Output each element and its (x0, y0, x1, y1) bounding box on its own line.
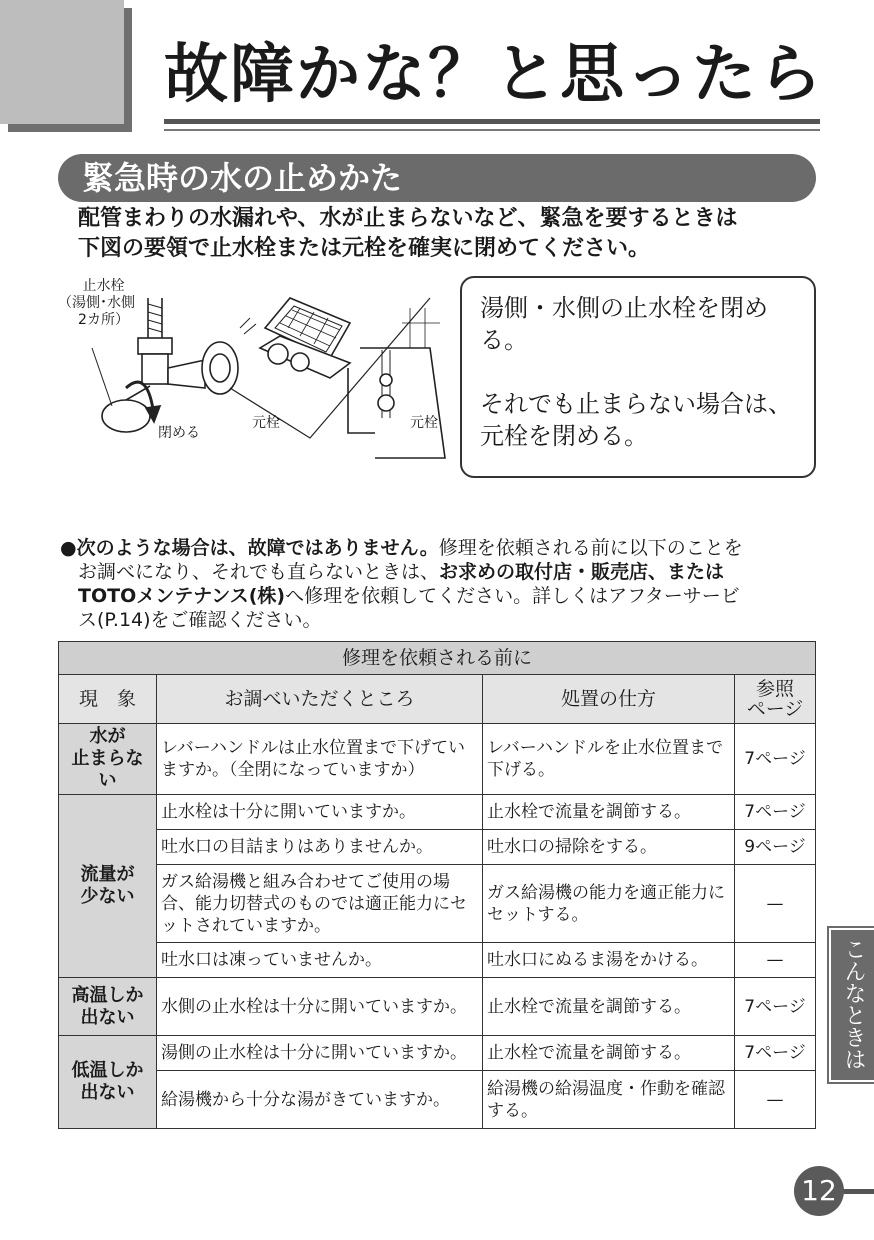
ref-cell: 7ページ (735, 978, 816, 1036)
check-cell: 湯側の止水栓は十分に開いていますか。 (157, 1036, 483, 1071)
check-cell: 吐水口の目詰まりはありませんか。 (157, 830, 483, 865)
instruction-text: 元栓を閉める。 (480, 422, 648, 450)
table-row (59, 724, 816, 795)
corner-block (0, 0, 124, 124)
instruction-text: 湯側・水側の止水栓を閉め (480, 294, 768, 322)
ref-cell: 7ページ (735, 795, 816, 830)
note-line: TOTOメンテナンス(株)へ修理を依頼してください。詳しくはアフターサービ (78, 585, 740, 607)
ref-cell: 9ページ (735, 830, 816, 865)
ref-cell: 7ページ (735, 1036, 816, 1071)
check-cell: ガス給湯機と組み合わせてご使用の場合、能力切替式のものでは適正能力にセットされていますか。 (157, 865, 483, 943)
page-number: 12 (801, 1174, 837, 1207)
title-rule (164, 119, 820, 124)
symptom-cell: 低温しか 出ない (59, 1036, 157, 1129)
table-row (59, 1036, 816, 1071)
intro-text: 配管まわりの水漏れや、水が止まらないなど、緊急を要するときは (78, 206, 738, 231)
table-caption: 修理を依頼される前に (59, 642, 816, 675)
symptom-cell: 流量が 少ない (59, 795, 157, 978)
close-label: 閉める (158, 425, 200, 441)
remedy-cell: 止水栓で流量を調節する。 (483, 1036, 735, 1071)
main-valve-label: 元栓 (252, 415, 280, 431)
bullet: ● (60, 537, 77, 559)
note-line: お調べになり、それでも直らないときは、お求めの取付店・販売店、または (78, 561, 725, 583)
stopcock-label: 止水栓 （湯側･水側 2カ所） (58, 278, 135, 328)
ref-cell: — (735, 1071, 816, 1129)
check-cell: 水側の止水栓は十分に開いていますか。 (157, 978, 483, 1036)
intro-text: 下図の要領で止水栓または元栓を確実に閉めてください。 (78, 236, 651, 261)
remedy-cell: 止水栓で流量を調節する。 (483, 978, 735, 1036)
header-symptom: 現 象 (59, 675, 157, 724)
check-cell: 止水栓は十分に開いていますか。 (157, 795, 483, 830)
check-cell: 吐水口は凍っていませんか。 (157, 943, 483, 978)
remedy-cell: 給湯機の給湯温度・作動を確認する。 (483, 1071, 735, 1129)
check-cell: 給湯機から十分な湯がきていますか。 (157, 1071, 483, 1129)
note-line: ●次のような場合は、故障ではありません。修理を依頼される前に以下のことを (60, 537, 743, 559)
remedy-cell: 吐水口にぬるま湯をかける。 (483, 943, 735, 978)
header-remedy: 処置の仕方 (483, 675, 735, 724)
table-row (59, 865, 816, 943)
remedy-cell: 止水栓で流量を調節する。 (483, 795, 735, 830)
table-row (59, 830, 816, 865)
section-title: 緊急時の水の止めかた (82, 159, 403, 197)
remedy-cell: 吐水口の掃除をする。 (483, 830, 735, 865)
table-row (59, 943, 816, 978)
ref-cell: — (735, 943, 816, 978)
ref-cell: 7ページ (735, 724, 816, 795)
check-cell: レバーハンドルは止水位置まで下げていますか。（全閉になっていますか） (157, 724, 483, 795)
header-check: お調べいただくところ (157, 675, 483, 724)
wall-main-valve-drawing (348, 308, 445, 458)
ref-cell: — (735, 865, 816, 943)
symptom-cell: 高温しか 出ない (59, 978, 157, 1036)
instruction-text: る。 (480, 326, 528, 354)
header-ref: 参照 ページ (735, 675, 816, 724)
remedy-cell: ガス給湯機の能力を適正能力にセットする。 (483, 865, 735, 943)
table-row (59, 1071, 816, 1129)
note-line: ス(P.14)をご確認ください。 (78, 609, 322, 631)
title-rule (164, 129, 820, 131)
page-title: 故障かな？と思ったら (164, 38, 824, 112)
table-row (59, 795, 816, 830)
symptom-cell: 水が 止まらない (59, 724, 157, 795)
main-valve-label: 元栓 (410, 415, 438, 431)
instruction-text: それでも止まらない場合は、 (480, 390, 792, 418)
troubleshooting-table (58, 641, 816, 1129)
table-row (59, 978, 816, 1036)
remedy-cell: レバーハンドルを止水位置まで下げる。 (483, 724, 735, 795)
side-tab-label: こんなときは (841, 938, 866, 1070)
